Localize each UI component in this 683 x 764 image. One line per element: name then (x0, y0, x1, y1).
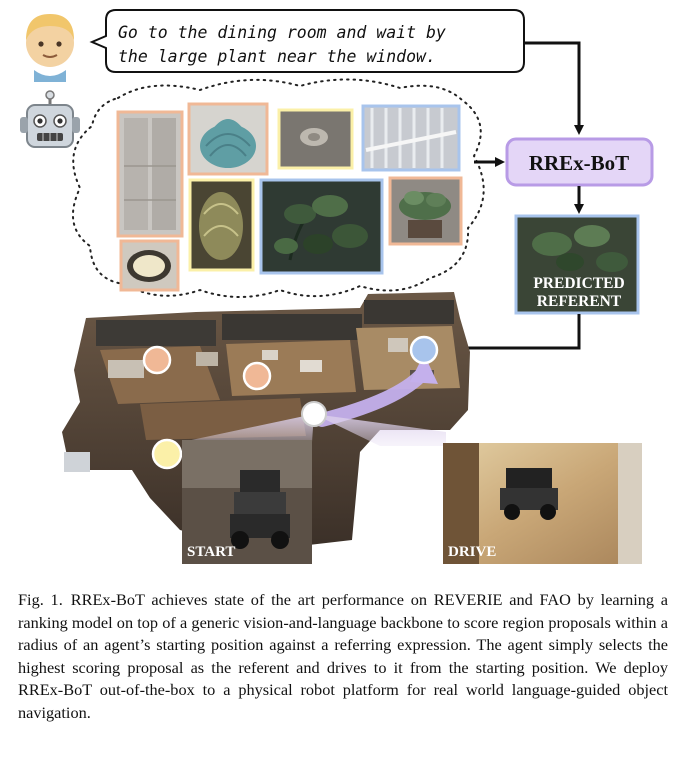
figure-caption (18, 589, 668, 725)
proposal-large-plant (261, 180, 382, 273)
location-marker-target (411, 337, 437, 363)
proposal-cabinet (118, 112, 182, 236)
start-label: START (187, 544, 236, 560)
proposal-vase (189, 104, 267, 174)
human-avatar-icon (26, 14, 74, 82)
proposal-round-lamp (121, 241, 178, 290)
location-marker-start (302, 402, 326, 426)
instruction-line-1: Go to the dining room and wait by (118, 23, 446, 42)
predicted-label-line-2: REFERENT (536, 293, 622, 310)
predicted-referent-image (516, 216, 638, 313)
location-marker-orange-1 (144, 347, 170, 373)
proposal-ceiling-light (279, 110, 352, 168)
instruction-to-model-arrow (524, 43, 579, 132)
drive-photo (443, 443, 642, 564)
proposal-potted-plant (390, 178, 461, 244)
proposal-glass-vase (190, 180, 253, 270)
figure-label: Fig. 1. (18, 590, 63, 609)
predicted-label-line-1: PREDICTED (533, 275, 625, 292)
caption-text: RREx-BoT achieves state of the art performance on REVERIE and FAO by learning a ranking model on top of a generic vision-and-language backbone to score region proposals within a radius of an agent’s starting position against a referring expression. The agent simply selects the highest scoring proposal as the referent and drives to it from the starting position. We deploy RREx-BoT out-of-the-box to a physical robot platform for real world language-guided object navigation. (18, 590, 668, 722)
proposal-window-blinds (363, 106, 459, 170)
model-name: RREx-BoT (528, 151, 630, 175)
instruction-speech-bubble (92, 10, 524, 72)
location-marker-yellow (153, 440, 181, 468)
model-box (507, 139, 652, 185)
robot-avatar-icon (20, 91, 80, 147)
drive-label: DRIVE (448, 544, 497, 560)
instruction-line-2: the large plant near the window. (118, 47, 436, 66)
location-marker-orange-2 (244, 363, 270, 389)
start-photo (182, 440, 312, 564)
